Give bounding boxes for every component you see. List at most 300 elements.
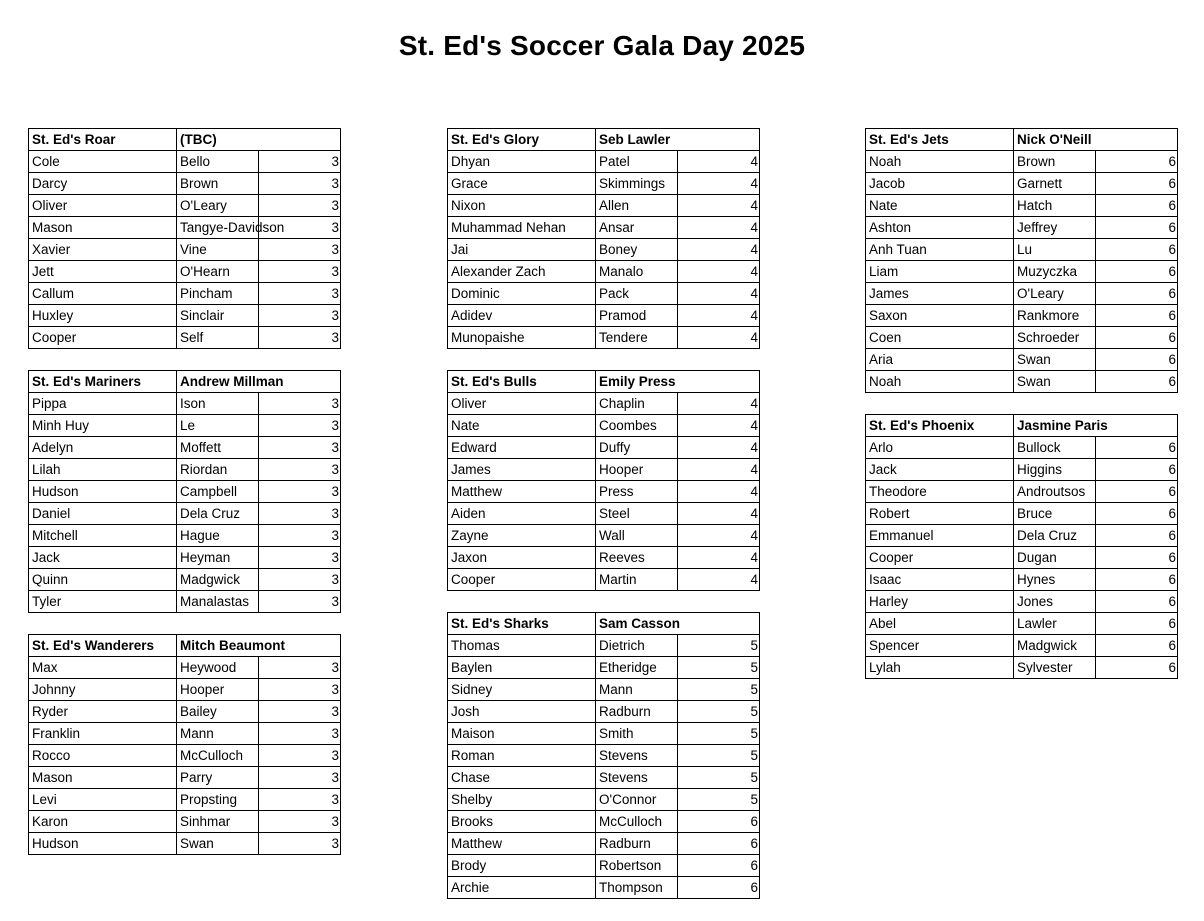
player-age-group: 4	[678, 459, 760, 481]
player-first-name: Grace	[448, 173, 596, 195]
player-age-group: 3	[259, 547, 341, 569]
player-last-name: Reeves	[596, 547, 678, 569]
player-first-name: Dhyan	[448, 151, 596, 173]
player-first-name: Brody	[448, 855, 596, 877]
player-last-name: Jeffrey	[1014, 217, 1096, 239]
team-name: St. Ed's Mariners	[29, 371, 177, 393]
coach-name: Nick O'Neill	[1014, 129, 1178, 151]
player-first-name: Huxley	[29, 305, 177, 327]
player-row	[448, 657, 760, 679]
team-spacer	[28, 349, 341, 370]
team-name: St. Ed's Phoenix	[866, 415, 1014, 437]
team-header-row	[448, 613, 760, 635]
player-first-name: Callum	[29, 283, 177, 305]
player-age-group: 4	[678, 503, 760, 525]
player-row	[866, 151, 1178, 173]
player-row	[866, 591, 1178, 613]
player-age-group: 4	[678, 547, 760, 569]
team-header-row	[29, 129, 341, 151]
player-row	[448, 437, 760, 459]
player-last-name: Hooper	[177, 679, 259, 701]
team-spacer	[28, 613, 341, 634]
player-age-group: 3	[259, 481, 341, 503]
player-last-name: Radburn	[596, 833, 678, 855]
team-header-row	[866, 415, 1178, 437]
player-first-name: Cooper	[29, 327, 177, 349]
player-first-name: Adelyn	[29, 437, 177, 459]
player-last-name: Tangye-Davidson	[177, 217, 259, 239]
coach-name: Mitch Beaumont	[177, 635, 341, 657]
player-row	[866, 459, 1178, 481]
player-last-name: Riordan	[177, 459, 259, 481]
player-last-name: Muzyczka	[1014, 261, 1096, 283]
player-first-name: Matthew	[448, 481, 596, 503]
player-first-name: Anh Tuan	[866, 239, 1014, 261]
player-row	[866, 635, 1178, 657]
player-last-name: Le	[177, 415, 259, 437]
player-last-name: Swan	[1014, 349, 1096, 371]
player-row	[866, 657, 1178, 679]
player-row	[866, 481, 1178, 503]
player-last-name: Vine	[177, 239, 259, 261]
team-table	[447, 370, 760, 591]
player-first-name: Minh Huy	[29, 415, 177, 437]
player-row	[448, 151, 760, 173]
player-age-group: 3	[259, 723, 341, 745]
player-row	[866, 261, 1178, 283]
page-title: St. Ed's Soccer Gala Day 2025	[398, 30, 806, 61]
player-age-group: 4	[678, 261, 760, 283]
player-row	[29, 657, 341, 679]
player-first-name: Alexander Zach	[448, 261, 596, 283]
player-first-name: Josh	[448, 701, 596, 723]
player-last-name: Steel	[596, 503, 678, 525]
player-first-name: Munopaishe	[448, 327, 596, 349]
player-row	[448, 283, 760, 305]
player-age-group: 4	[678, 437, 760, 459]
player-row	[29, 415, 341, 437]
player-first-name: Mason	[29, 217, 177, 239]
player-first-name: Isaac	[866, 569, 1014, 591]
player-age-group: 6	[1096, 151, 1178, 173]
player-last-name: Sylvester	[1014, 657, 1096, 679]
team-name: St. Ed's Wanderers	[29, 635, 177, 657]
coach-name: (TBC)	[177, 129, 341, 151]
player-row	[866, 327, 1178, 349]
player-last-name: Ansar	[596, 217, 678, 239]
player-row	[29, 833, 341, 855]
team-table	[447, 612, 760, 899]
player-first-name: James	[866, 283, 1014, 305]
player-last-name: Bruce	[1014, 503, 1096, 525]
team-name: St. Ed's Glory	[448, 129, 596, 151]
player-row	[448, 327, 760, 349]
team-header-row	[866, 129, 1178, 151]
player-last-name: Manalastas	[177, 591, 259, 613]
player-row	[448, 459, 760, 481]
player-row	[29, 503, 341, 525]
player-first-name: Abel	[866, 613, 1014, 635]
team-spacer	[447, 349, 760, 370]
team-header-row	[29, 635, 341, 657]
coach-name: Sam Casson	[596, 613, 760, 635]
player-first-name: Adidev	[448, 305, 596, 327]
player-first-name: Jacob	[866, 173, 1014, 195]
coach-name: Seb Lawler	[596, 129, 760, 151]
player-first-name: Noah	[866, 151, 1014, 173]
player-age-group: 6	[1096, 569, 1178, 591]
team-table	[28, 634, 341, 855]
team-header-row	[29, 371, 341, 393]
player-row	[29, 591, 341, 613]
player-first-name: Chase	[448, 767, 596, 789]
player-last-name: Hynes	[1014, 569, 1096, 591]
player-age-group: 5	[678, 767, 760, 789]
player-last-name: Schroeder	[1014, 327, 1096, 349]
player-last-name: Thompson	[596, 877, 678, 899]
player-row	[29, 305, 341, 327]
player-age-group: 5	[678, 657, 760, 679]
player-first-name: Nate	[866, 195, 1014, 217]
player-age-group: 6	[678, 855, 760, 877]
player-last-name: Heywood	[177, 657, 259, 679]
player-age-group: 3	[259, 239, 341, 261]
player-first-name: Hudson	[29, 833, 177, 855]
player-last-name: Patel	[596, 151, 678, 173]
player-row	[448, 239, 760, 261]
player-age-group: 6	[1096, 239, 1178, 261]
player-first-name: Jaxon	[448, 547, 596, 569]
player-row	[448, 789, 760, 811]
player-last-name: McCulloch	[177, 745, 259, 767]
player-last-name: Boney	[596, 239, 678, 261]
player-row	[448, 195, 760, 217]
player-first-name: Aiden	[448, 503, 596, 525]
team-name: St. Ed's Sharks	[448, 613, 596, 635]
player-age-group: 4	[678, 481, 760, 503]
player-row	[866, 525, 1178, 547]
player-row	[29, 767, 341, 789]
player-age-group: 3	[259, 591, 341, 613]
player-age-group: 6	[1096, 327, 1178, 349]
player-row	[448, 415, 760, 437]
player-last-name: O'Leary	[177, 195, 259, 217]
player-row	[866, 569, 1178, 591]
player-first-name: Karon	[29, 811, 177, 833]
player-first-name: Nixon	[448, 195, 596, 217]
player-row	[448, 679, 760, 701]
player-age-group: 5	[678, 789, 760, 811]
player-age-group: 3	[259, 569, 341, 591]
player-row	[866, 217, 1178, 239]
player-row	[448, 723, 760, 745]
player-first-name: Shelby	[448, 789, 596, 811]
player-last-name: Sinhmar	[177, 811, 259, 833]
player-first-name: Mitchell	[29, 525, 177, 547]
player-last-name: Radburn	[596, 701, 678, 723]
player-age-group: 6	[1096, 217, 1178, 239]
player-age-group: 6	[1096, 283, 1178, 305]
player-row	[29, 283, 341, 305]
player-age-group: 4	[678, 283, 760, 305]
player-age-group: 6	[1096, 195, 1178, 217]
player-first-name: Rocco	[29, 745, 177, 767]
player-first-name: Lilah	[29, 459, 177, 481]
player-first-name: Liam	[866, 261, 1014, 283]
player-row	[866, 173, 1178, 195]
player-age-group: 3	[259, 261, 341, 283]
player-age-group: 6	[1096, 261, 1178, 283]
player-row	[29, 811, 341, 833]
player-last-name: Tendere	[596, 327, 678, 349]
player-last-name: Pramod	[596, 305, 678, 327]
player-age-group: 3	[259, 679, 341, 701]
player-last-name: Hague	[177, 525, 259, 547]
team-table	[447, 128, 760, 349]
player-first-name: Quinn	[29, 569, 177, 591]
player-age-group: 3	[259, 151, 341, 173]
player-age-group: 4	[678, 151, 760, 173]
player-age-group: 6	[1096, 437, 1178, 459]
player-last-name: Moffett	[177, 437, 259, 459]
player-last-name: Dela Cruz	[1014, 525, 1096, 547]
team-spacer	[865, 393, 1178, 414]
team-name: St. Ed's Roar	[29, 129, 177, 151]
player-first-name: Ryder	[29, 701, 177, 723]
player-row	[866, 503, 1178, 525]
player-first-name: Pippa	[29, 393, 177, 415]
player-age-group: 3	[259, 789, 341, 811]
player-first-name: Saxon	[866, 305, 1014, 327]
player-age-group: 3	[259, 833, 341, 855]
player-first-name: Archie	[448, 877, 596, 899]
player-age-group: 4	[678, 173, 760, 195]
player-last-name: Skimmings	[596, 173, 678, 195]
player-row	[448, 635, 760, 657]
player-row	[866, 305, 1178, 327]
player-age-group: 4	[678, 393, 760, 415]
player-row	[448, 767, 760, 789]
player-last-name: Swan	[177, 833, 259, 855]
player-row	[448, 525, 760, 547]
player-last-name: Madgwick	[1014, 635, 1096, 657]
player-first-name: Johnny	[29, 679, 177, 701]
player-age-group: 6	[678, 877, 760, 899]
player-age-group: 3	[259, 305, 341, 327]
player-age-group: 3	[259, 525, 341, 547]
player-first-name: Dominic	[448, 283, 596, 305]
player-first-name: Darcy	[29, 173, 177, 195]
player-age-group: 6	[1096, 481, 1178, 503]
player-age-group: 6	[1096, 173, 1178, 195]
player-row	[29, 789, 341, 811]
team-table	[865, 128, 1178, 393]
player-first-name: Jett	[29, 261, 177, 283]
player-last-name: Heyman	[177, 547, 259, 569]
player-first-name: Matthew	[448, 833, 596, 855]
player-first-name: Robert	[866, 503, 1014, 525]
player-first-name: Cooper	[866, 547, 1014, 569]
player-last-name: Chaplin	[596, 393, 678, 415]
player-last-name: Parry	[177, 767, 259, 789]
player-age-group: 3	[259, 459, 341, 481]
player-first-name: Noah	[866, 371, 1014, 393]
player-age-group: 4	[678, 525, 760, 547]
player-first-name: Hudson	[29, 481, 177, 503]
player-last-name: Jones	[1014, 591, 1096, 613]
player-age-group: 6	[1096, 591, 1178, 613]
team-table	[865, 414, 1178, 679]
column-1	[28, 128, 341, 855]
player-first-name: Cooper	[448, 569, 596, 591]
team-table	[28, 128, 341, 349]
player-last-name: Bello	[177, 151, 259, 173]
player-last-name: Androutsos	[1014, 481, 1096, 503]
team-spacer	[447, 591, 760, 612]
player-row	[29, 261, 341, 283]
player-age-group: 5	[678, 701, 760, 723]
player-last-name: Mann	[177, 723, 259, 745]
player-age-group: 3	[259, 195, 341, 217]
player-last-name: Robertson	[596, 855, 678, 877]
player-first-name: James	[448, 459, 596, 481]
coach-name: Emily Press	[596, 371, 760, 393]
player-first-name: Levi	[29, 789, 177, 811]
player-last-name: Propsting	[177, 789, 259, 811]
team-header-row	[448, 371, 760, 393]
team-table	[28, 370, 341, 613]
player-row	[29, 151, 341, 173]
team-name: St. Ed's Jets	[866, 129, 1014, 151]
player-age-group: 5	[678, 723, 760, 745]
player-last-name: Bailey	[177, 701, 259, 723]
player-last-name: Wall	[596, 525, 678, 547]
player-age-group: 6	[1096, 459, 1178, 481]
player-first-name: Nate	[448, 415, 596, 437]
player-row	[29, 679, 341, 701]
player-first-name: Zayne	[448, 525, 596, 547]
team-header-row	[448, 129, 760, 151]
player-first-name: Coen	[866, 327, 1014, 349]
player-row	[448, 855, 760, 877]
player-row	[29, 239, 341, 261]
player-age-group: 3	[259, 393, 341, 415]
player-last-name: Brown	[1014, 151, 1096, 173]
player-row	[448, 547, 760, 569]
player-row	[29, 195, 341, 217]
player-first-name: Spencer	[866, 635, 1014, 657]
player-row	[866, 371, 1178, 393]
player-first-name: Maison	[448, 723, 596, 745]
player-row	[448, 569, 760, 591]
player-row	[448, 833, 760, 855]
player-age-group: 6	[678, 833, 760, 855]
player-first-name: Jai	[448, 239, 596, 261]
player-row	[29, 393, 341, 415]
player-last-name: O'Leary	[1014, 283, 1096, 305]
player-last-name: McCulloch	[596, 811, 678, 833]
player-first-name: Arlo	[866, 437, 1014, 459]
player-last-name: Press	[596, 481, 678, 503]
player-age-group: 6	[1096, 305, 1178, 327]
player-age-group: 5	[678, 679, 760, 701]
player-first-name: Jack	[866, 459, 1014, 481]
player-age-group: 4	[678, 415, 760, 437]
player-last-name: Etheridge	[596, 657, 678, 679]
player-age-group: 4	[678, 217, 760, 239]
column-3	[865, 128, 1178, 679]
player-first-name: Jack	[29, 547, 177, 569]
player-first-name: Oliver	[29, 195, 177, 217]
player-age-group: 6	[1096, 525, 1178, 547]
player-last-name: Smith	[596, 723, 678, 745]
player-age-group: 6	[678, 811, 760, 833]
player-row	[866, 195, 1178, 217]
player-row	[29, 547, 341, 569]
player-row	[448, 503, 760, 525]
player-age-group: 3	[259, 283, 341, 305]
player-first-name: Lylah	[866, 657, 1014, 679]
player-first-name: Harley	[866, 591, 1014, 613]
player-first-name: Mason	[29, 767, 177, 789]
player-last-name: Ison	[177, 393, 259, 415]
player-last-name: Self	[177, 327, 259, 349]
player-row	[448, 393, 760, 415]
player-row	[29, 173, 341, 195]
player-age-group: 3	[259, 327, 341, 349]
player-last-name: Madgwick	[177, 569, 259, 591]
player-first-name: Brooks	[448, 811, 596, 833]
player-row	[29, 569, 341, 591]
player-age-group: 3	[259, 701, 341, 723]
player-age-group: 6	[1096, 349, 1178, 371]
player-age-group: 6	[1096, 613, 1178, 635]
player-first-name: Aria	[866, 349, 1014, 371]
player-row	[866, 437, 1178, 459]
player-first-name: Baylen	[448, 657, 596, 679]
player-row	[448, 701, 760, 723]
player-row	[29, 217, 341, 239]
player-first-name: Edward	[448, 437, 596, 459]
player-row	[29, 327, 341, 349]
player-row	[29, 745, 341, 767]
player-last-name: Dugan	[1014, 547, 1096, 569]
player-age-group: 4	[678, 327, 760, 349]
player-age-group: 6	[1096, 547, 1178, 569]
player-row	[448, 811, 760, 833]
player-age-group: 6	[1096, 503, 1178, 525]
player-first-name: Daniel	[29, 503, 177, 525]
player-age-group: 6	[1096, 371, 1178, 393]
player-last-name: Coombes	[596, 415, 678, 437]
player-row	[448, 481, 760, 503]
player-first-name: Oliver	[448, 393, 596, 415]
player-last-name: Hooper	[596, 459, 678, 481]
player-last-name: Lawler	[1014, 613, 1096, 635]
column-2	[447, 128, 760, 899]
player-last-name: Campbell	[177, 481, 259, 503]
player-last-name: Pincham	[177, 283, 259, 305]
player-row	[866, 547, 1178, 569]
player-row	[448, 217, 760, 239]
player-row	[29, 481, 341, 503]
player-first-name: Xavier	[29, 239, 177, 261]
player-last-name: Manalo	[596, 261, 678, 283]
player-age-group: 6	[1096, 657, 1178, 679]
player-first-name: Theodore	[866, 481, 1014, 503]
player-last-name: Higgins	[1014, 459, 1096, 481]
player-row	[29, 459, 341, 481]
